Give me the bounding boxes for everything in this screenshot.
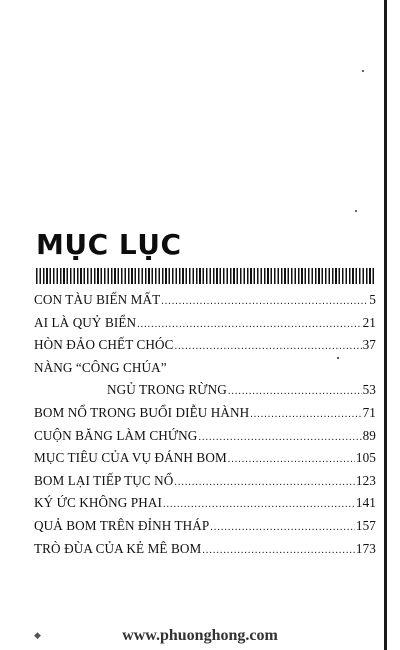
toc-entry-title: NGỦ TRONG RỪNG: [107, 382, 227, 398]
dot-leader: [174, 477, 355, 488]
toc-entry-title: KÝ ỨC KHÔNG PHAI: [34, 495, 162, 511]
dot-leader: [175, 341, 362, 352]
toc-entry[interactable]: [34, 518, 376, 541]
toc-entry[interactable]: [34, 337, 376, 360]
toc-heading: MỤC LỤC: [36, 228, 182, 261]
page-edge-border: [384, 0, 387, 650]
toc-entry[interactable]: [34, 292, 376, 315]
toc-entry-title: TRÒ ĐÙA CỦA KẺ MÊ BOM: [34, 540, 202, 556]
toc-entry-title: CUỘN BĂNG LÀM CHỨNG: [34, 427, 198, 443]
dot-leader: [163, 499, 355, 510]
toc-entry-page: 21: [362, 314, 376, 330]
toc-entry-page: 37: [362, 337, 376, 353]
scan-speck: [362, 70, 364, 72]
toc-entry-page: 53: [362, 382, 376, 398]
toc-entry-title: CON TÀU BIẾN MẤT: [34, 292, 161, 307]
toc-entry-page: 5: [369, 292, 376, 307]
toc-entry[interactable]: [34, 428, 376, 451]
toc-entry-title: HÒN ĐẢO CHẾT CHÓC: [34, 337, 174, 353]
scan-speck: [355, 210, 357, 212]
toc-entry-title: QUẢ BOM TRÊN ĐỈNH THÁP: [34, 517, 210, 533]
dot-leader: [202, 545, 355, 556]
scan-speck: [337, 357, 339, 359]
toc-entry-page: 71: [362, 404, 376, 420]
toc-entry-page: 105: [355, 450, 376, 466]
toc-entry-page: 173: [355, 540, 376, 556]
toc-entry[interactable]: [34, 382, 376, 405]
dot-leader: [228, 386, 362, 397]
dot-leader: [161, 296, 368, 307]
toc-entry-page: 157: [355, 517, 376, 533]
toc-entry-title: BOM LẠI TIẾP TỤC NỔ: [34, 472, 174, 488]
dot-leader: [198, 432, 361, 443]
toc-entry[interactable]: [34, 495, 376, 518]
scan-mark: ◆: [34, 630, 41, 640]
toc-entry[interactable]: [34, 315, 376, 338]
dot-leader: [137, 319, 361, 330]
footer-website: www.phuonghong.com: [122, 627, 278, 644]
table-of-contents: [34, 292, 376, 563]
dot-leader: [210, 522, 355, 533]
dot-leader: [250, 409, 361, 420]
toc-entry-page: 123: [355, 472, 376, 488]
toc-entry[interactable]: [34, 405, 376, 428]
toc-entry-title: NÀNG “CÔNG CHÚA”: [34, 359, 167, 375]
toc-entry[interactable]: [34, 473, 376, 496]
toc-entry[interactable]: [34, 450, 376, 473]
toc-entry[interactable]: [34, 541, 376, 564]
toc-entry-title: MỤC TIÊU CỦA VỤ ĐÁNH BOM: [34, 450, 227, 466]
decorative-rule: [36, 268, 374, 284]
toc-entry[interactable]: [34, 360, 376, 383]
toc-entry-page: 89: [362, 427, 376, 443]
dot-leader: [228, 454, 355, 465]
toc-entry-page: 141: [355, 495, 376, 511]
toc-entry-title: AI LÀ QUỶ BIỂN: [34, 314, 137, 330]
toc-entry-title: BOM NỔ TRONG BUỔI DIỄU HÀNH: [34, 404, 250, 420]
